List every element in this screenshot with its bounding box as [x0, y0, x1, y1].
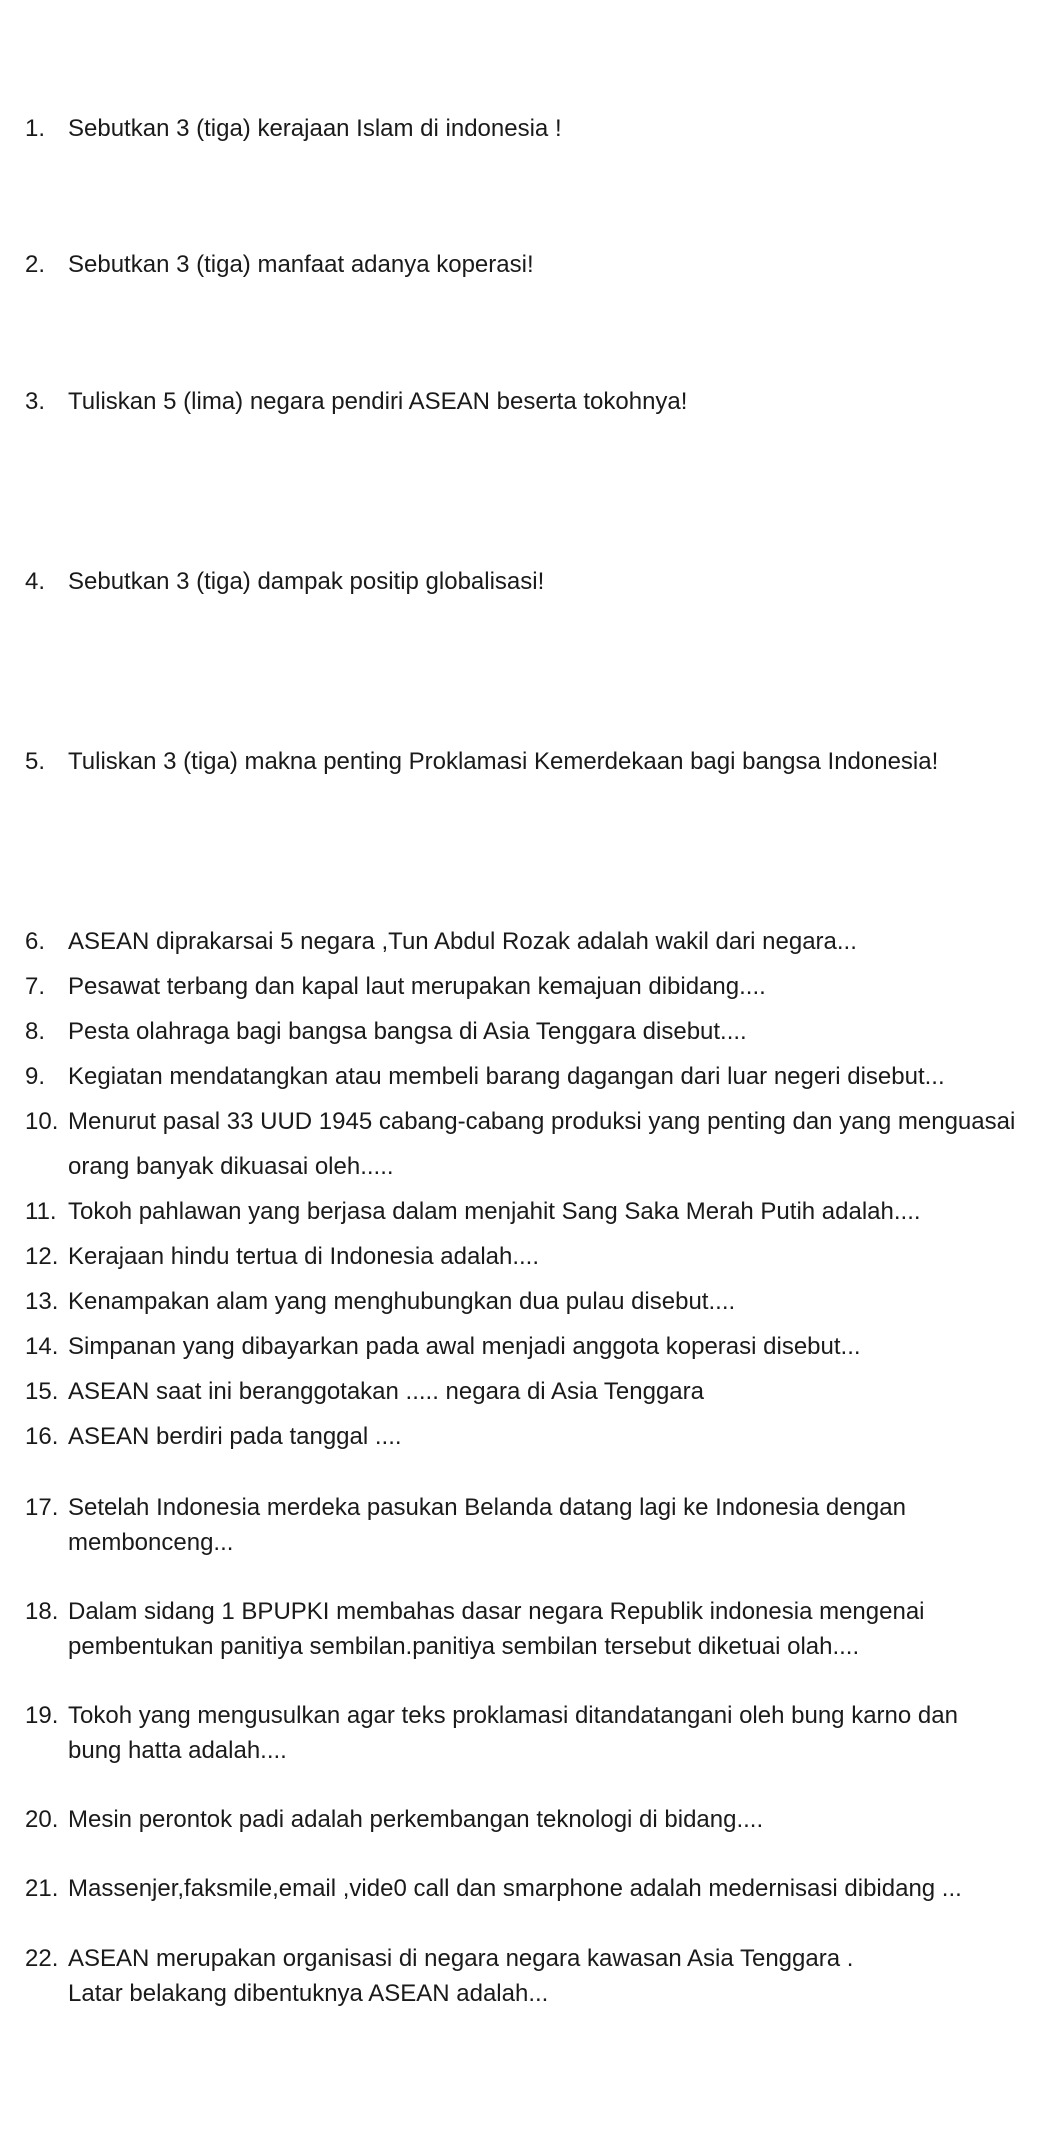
- question-number: 9.: [25, 1063, 46, 1090]
- question-number: 17.: [25, 1494, 59, 1521]
- question-number: 20.: [25, 1806, 59, 1833]
- question-text: Kerajaan hindu tertua di Indonesia adalah....: [68, 1243, 540, 1270]
- question-number: 13.: [25, 1288, 59, 1315]
- question-number: 10.: [25, 1108, 59, 1135]
- question-number: 2.: [25, 251, 46, 278]
- question-text: Tokoh yang mengusulkan agar teks proklamasi ditandatangani oleh bung karno dan: [68, 1702, 958, 1729]
- question-number: 4.: [25, 568, 46, 595]
- question-number: 5.: [25, 748, 46, 775]
- question-text: Simpanan yang dibayarkan pada awal menjadi anggota koperasi disebut...: [68, 1333, 861, 1360]
- question-text: Setelah Indonesia merdeka pasukan Belanda datang lagi ke Indonesia dengan: [68, 1494, 906, 1521]
- question-text: Sebutkan 3 (tiga) kerajaan Islam di indonesia !: [68, 115, 562, 142]
- question-text: Mesin perontok padi adalah perkembangan teknologi di bidang....: [68, 1806, 764, 1833]
- question-text: ASEAN diprakarsai 5 negara ,Tun Abdul Rozak adalah wakil dari negara...: [68, 928, 857, 955]
- question-number: 7.: [25, 973, 46, 1000]
- question-text-continued: Latar belakang dibentuknya ASEAN adalah...: [68, 1980, 549, 2007]
- question-number: 18.: [25, 1598, 59, 1625]
- question-number: 14.: [25, 1333, 59, 1360]
- question-number: 21.: [25, 1875, 59, 1902]
- question-number: 15.: [25, 1378, 59, 1405]
- question-number: 6.: [25, 928, 46, 955]
- question-text: ASEAN saat ini beranggotakan ..... negara di Asia Tenggara: [68, 1378, 704, 1405]
- question-text: Pesawat terbang dan kapal laut merupakan kemajuan dibidang....: [68, 973, 766, 1000]
- question-number: 19.: [25, 1702, 59, 1729]
- question-text: Sebutkan 3 (tiga) dampak positip globalisasi!: [68, 568, 545, 595]
- question-number: 16.: [25, 1423, 59, 1450]
- question-number: 8.: [25, 1018, 46, 1045]
- question-text: Massenjer,faksmile,email ,vide0 call dan smarphone adalah medernisasi dibidang ...: [68, 1875, 962, 1902]
- question-number: 3.: [25, 388, 46, 415]
- question-text: ASEAN berdiri pada tanggal ....: [68, 1423, 402, 1450]
- question-text: ASEAN merupakan organisasi di negara negara kawasan Asia Tenggara .: [68, 1945, 854, 1972]
- question-text: Pesta olahraga bagi bangsa bangsa di Asia Tenggara disebut....: [68, 1018, 747, 1045]
- question-text: Dalam sidang 1 BPUPKI membahas dasar negara Republik indonesia mengenai: [68, 1598, 925, 1625]
- question-text: Menurut pasal 33 UUD 1945 cabang-cabang produksi yang penting dan yang menguasai: [68, 1108, 1016, 1135]
- question-number: 22.: [25, 1945, 59, 1972]
- question-number: 11.: [25, 1198, 57, 1225]
- question-text: Sebutkan 3 (tiga) manfaat adanya koperasi!: [68, 251, 534, 278]
- question-text-continued: pembentukan panitiya sembilan.panitiya sembilan tersebut diketuai olah....: [68, 1633, 860, 1660]
- question-text-continued: bung hatta adalah....: [68, 1737, 287, 1764]
- question-text: Kenampakan alam yang menghubungkan dua pulau disebut....: [68, 1288, 736, 1315]
- question-text: Tokoh pahlawan yang berjasa dalam menjahit Sang Saka Merah Putih adalah....: [68, 1198, 921, 1225]
- question-number: 1.: [25, 115, 46, 142]
- question-text-continued: membonceng...: [68, 1529, 234, 1556]
- question-number: 12.: [25, 1243, 59, 1270]
- question-text: Kegiatan mendatangkan atau membeli barang dagangan dari luar negeri disebut...: [68, 1063, 945, 1090]
- question-text-continued: orang banyak dikuasai oleh.....: [68, 1153, 394, 1180]
- question-text: Tuliskan 3 (tiga) makna penting Proklamasi Kemerdekaan bagi bangsa Indonesia!: [68, 748, 939, 775]
- question-text: Tuliskan 5 (lima) negara pendiri ASEAN beserta tokohnya!: [68, 388, 688, 415]
